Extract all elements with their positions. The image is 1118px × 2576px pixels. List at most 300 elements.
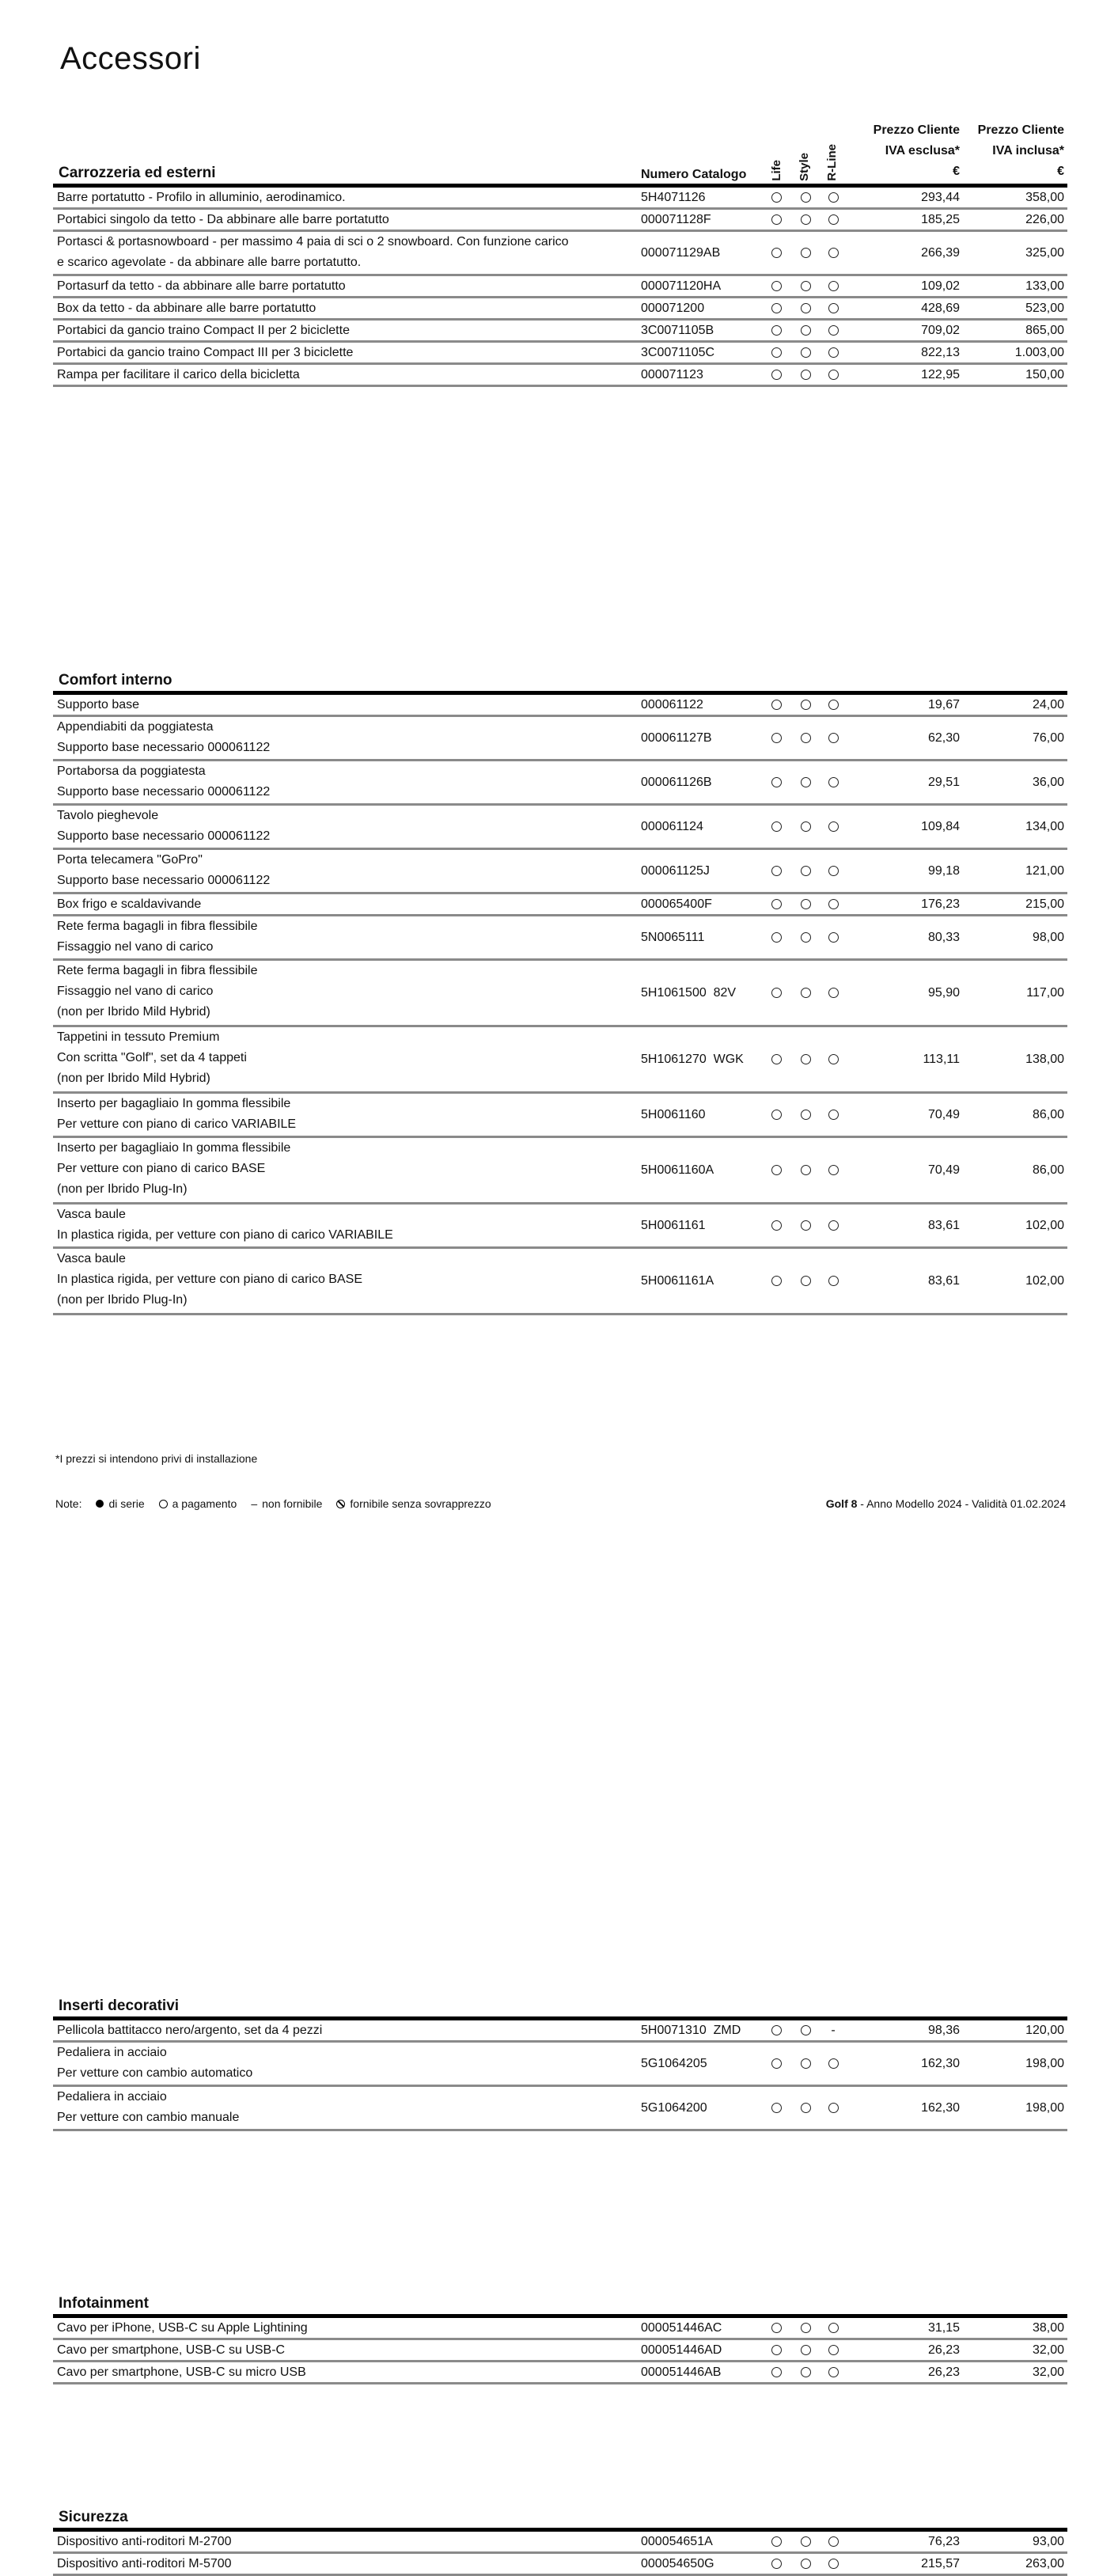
section-title: Comfort interno [59,672,172,689]
open-circle-icon [771,2103,782,2113]
catalog-number: 000061124 [641,819,703,833]
open-circle-icon [771,2323,782,2333]
catalog-number: 000071123 [641,367,703,381]
open-circle-icon [801,733,811,743]
row-description: Pedaliera in acciaio Per vetture con cambio manuale [57,2090,240,2124]
price-excl-vat: 80,33 [927,930,960,944]
life-availability [770,1219,783,1233]
open-circle-icon [828,2536,839,2547]
open-circle-icon [801,214,811,225]
price-incl-vat: 358,00 [1025,190,1064,204]
catalog-number: 5H1061270 WGK [641,1052,744,1066]
open-circle-icon [801,303,811,313]
price-incl-vat: 121,00 [1025,863,1064,878]
life-availability [770,986,783,1000]
price-incl-vat: 32,00 [1032,2343,1064,2357]
open-circle-icon [771,1276,782,1286]
life-availability [770,698,783,712]
price-incl-vat: 133,00 [1025,279,1064,293]
open-circle-icon [828,988,839,998]
section-title: Inserti decorativi [59,1997,180,2014]
rline-availability [827,820,839,834]
rline-availability [827,324,839,338]
price-excl-vat: 95,90 [927,985,960,1000]
open-circle-icon [771,899,782,909]
price-excl-vat: 185,25 [921,212,960,226]
price-excl-vat: 162,30 [921,2056,960,2070]
price-incl-vat: 102,00 [1025,1273,1064,1288]
open-circle-icon [771,303,782,313]
section-carrozzeria-ed-esterni [53,108,1067,387]
open-circle-icon [828,281,839,291]
price-excl-vat: 109,84 [921,819,960,833]
style-availability [799,279,812,294]
catalog-number: 000071128F [641,212,711,226]
table-row [53,1027,1067,1094]
section-title: Carrozzeria ed esterni [59,165,216,181]
row-description: Inserto per bagagliaio In gomma flessibile Per vetture con piano di carico VARIABILE [57,1097,297,1131]
catalog-number: 5H0061161 [641,1218,706,1232]
catalog-number: 5G1064200 [641,2100,707,2115]
table-row [53,806,1067,850]
section-sicurezza [53,2499,1067,2576]
section-infotainment [53,2286,1067,2384]
open-circle-icon [771,281,782,291]
open-circle-icon [828,1110,839,1120]
style-availability [799,931,812,945]
rline-availability [827,2365,839,2380]
legend-not-available: – non fornibile [251,1497,323,1510]
life-availability [770,2057,783,2071]
open-circle-icon [828,1276,839,1286]
life-availability [770,2321,783,2335]
table-row [53,2532,1067,2554]
open-circle-icon [801,988,811,998]
price-excl-vat: 709,02 [921,323,960,337]
section-header [53,108,1067,188]
style-availability [799,2557,812,2571]
price-incl-vat: 98,00 [1032,930,1064,944]
table-row [53,1138,1067,1205]
open-circle-icon [828,2559,839,2569]
table-row [53,210,1067,232]
rline-availability [827,1108,839,1122]
open-circle-icon [828,899,839,909]
rline-availability [827,368,839,382]
rline-availability [827,213,839,227]
row-description: Tappetini in tessuto Premium Con scritta "Golf", set da 4 tappeti (non per Ibrido Mild Hybrid) [57,1030,247,1085]
catalog-number: 5H1061500 82V [641,985,737,1000]
open-circle-icon [801,281,811,291]
life-availability [770,1108,783,1122]
catalog-number: 000071120HA [641,279,722,293]
section-header [53,662,1067,695]
price-excl-vat: 83,61 [927,1273,960,1288]
open-circle-icon [771,1054,782,1064]
model-details: - Anno Modello 2024 - Validità 01.02.2024 [857,1497,1066,1510]
table-row [53,1205,1067,1249]
style-availability [799,731,812,745]
open-circle-icon [828,2367,839,2377]
rline-availability [827,2101,839,2115]
style-availability [799,1053,812,1067]
legend-standard: di serie [96,1497,144,1510]
open-circle-icon [801,2323,811,2333]
open-circle-icon [771,370,782,380]
style-availability [799,698,812,712]
open-circle-icon [828,2323,839,2333]
life-availability [770,2365,783,2380]
life-availability [770,191,783,205]
open-circle-icon [801,325,811,336]
page-title: Accessori [60,41,201,76]
open-circle-icon [771,2536,782,2547]
row-description: Pedaliera in acciaio Per vetture con cambio automatico [57,2046,253,2080]
style-availability [799,2101,812,2115]
catalog-number: 5G1064205 [641,2056,707,2070]
open-circle-icon [801,2058,811,2069]
catalog-number: 000061127B [641,730,712,745]
style-availability [799,191,812,205]
open-circle-icon [771,325,782,336]
column-life: Life [770,160,783,181]
price-incl-vat: 150,00 [1025,367,1064,381]
open-circle-icon [828,777,839,787]
open-circle-icon [801,1165,811,1175]
life-availability [770,213,783,227]
open-circle-icon [771,700,782,710]
catalog-number: 000051446AB [641,2365,722,2379]
open-circle-icon [801,866,811,876]
table-row [53,2087,1067,2131]
open-circle-icon [771,2058,782,2069]
price-incl-vat: 523,00 [1025,301,1064,315]
price-incl-vat: 76,00 [1032,730,1064,745]
open-circle-icon [801,932,811,943]
price-incl-vat: 36,00 [1032,775,1064,789]
open-circle-icon [801,700,811,710]
row-description: Barre portatutto - Profilo in alluminio, aerodinamico. [57,191,346,204]
section-title: Sicurezza [59,2509,128,2525]
table-row [53,276,1067,298]
open-circle-icon [801,248,811,258]
open-circle-icon [771,192,782,203]
open-circle-icon [771,932,782,943]
open-circle-icon [771,988,782,998]
life-availability [770,302,783,316]
table-row [53,343,1067,365]
rline-availability [827,1274,839,1288]
style-availability [799,2024,812,2038]
open-circle-icon [801,899,811,909]
price-incl-vat: 198,00 [1025,2100,1064,2115]
rline-availability [827,864,839,878]
price-excl-vat: 70,49 [927,1163,960,1177]
style-availability [799,2057,812,2071]
open-circle-icon [828,1054,839,1064]
price-incl-vat: 134,00 [1025,819,1064,833]
table-row [53,1249,1067,1315]
section-header [53,2286,1067,2318]
row-description: Vasca baule In plastica rigida, per vetture con piano di carico BASE (non per Ibrido Plug-In) [57,1252,362,1307]
column-price-excl: Prezzo Cliente IVA esclusa* € [873,123,960,178]
style-availability [799,897,812,912]
catalog-number: 000051446AD [641,2343,722,2357]
price-incl-vat: 93,00 [1032,2534,1064,2548]
price-excl-vat: 266,39 [921,245,960,260]
price-incl-vat: 138,00 [1025,1052,1064,1066]
open-circle-icon [828,303,839,313]
open-circle-icon [771,777,782,787]
table-row [53,2318,1067,2340]
open-circle-icon [828,733,839,743]
price-excl-vat: 113,11 [923,1052,960,1066]
catalog-number: 000061122 [641,697,703,711]
life-availability [770,2101,783,2115]
price-incl-vat: 325,00 [1025,245,1064,260]
column-catalog: Numero Catalogo [641,168,747,181]
price-incl-vat: 117,00 [1026,985,1064,1000]
life-availability [770,1163,783,1178]
footnote: *I prezzi si intendono privi di installazione [55,1452,258,1465]
rline-availability [827,302,839,316]
open-circle-icon [828,932,839,943]
page-footer [826,1497,1066,1510]
table-row [53,761,1067,806]
open-circle-icon [828,325,839,336]
rline-availability [827,2057,839,2071]
price-excl-vat: 26,23 [927,2343,960,2357]
rline-availability [827,897,839,912]
rline-availability [827,986,839,1000]
open-circle-icon [801,821,811,832]
price-excl-vat: 109,02 [921,279,960,293]
legend-label: Note: [55,1497,82,1510]
rline-availability [827,2557,839,2571]
life-availability [770,731,783,745]
life-availability [770,931,783,945]
table-row [53,365,1067,387]
row-description: Dispositivo anti-roditori M-2700 [57,2535,232,2548]
rline-availability [827,698,839,712]
row-description: Cavo per iPhone, USB-C su Apple Lightining [57,2321,308,2335]
open-circle-icon [828,192,839,203]
open-circle-icon [801,192,811,203]
open-circle-icon [801,1054,811,1064]
price-excl-vat: 176,23 [921,897,960,911]
open-circle-icon [828,2103,839,2113]
open-circle-icon [828,821,839,832]
catalog-number: 000065400F [641,897,712,911]
price-incl-vat: 86,00 [1032,1107,1064,1121]
open-circle-icon [801,2345,811,2355]
table-row [53,2340,1067,2362]
style-availability [799,2343,812,2358]
catalog-number: 000061125J [641,863,710,878]
open-circle-icon [828,370,839,380]
style-availability [799,368,812,382]
legend-paid: a pagamento [159,1497,237,1510]
table-row [53,695,1067,717]
open-circle-icon [771,1110,782,1120]
open-circle-icon [801,2559,811,2569]
price-excl-vat: 76,23 [927,2534,960,2548]
price-excl-vat: 428,69 [921,301,960,315]
section-inserti-decorativi [53,1988,1067,2131]
rline-availability [827,1163,839,1178]
row-description: Box da tetto - da abbinare alle barre portatutto [57,302,316,315]
catalog-number: 5N0065111 [641,930,705,944]
life-availability [770,346,783,360]
life-availability [770,820,783,834]
rline-availability [827,731,839,745]
row-description: Inserto per bagagliaio In gomma flessibile Per vetture con piano di carico BASE (non per Ibrido Plug-In) [57,1141,291,1196]
open-circle-icon [828,700,839,710]
life-availability [770,897,783,912]
section-header [53,1988,1067,2020]
life-availability [770,2024,783,2038]
open-circle-icon [771,347,782,358]
slashed-circle-icon [336,1500,345,1508]
row-description: Pellicola battitacco nero/argento, set da 4 pezzi [57,2024,323,2037]
rline-availability [827,2343,839,2358]
row-description: Portabici da gancio traino Compact II per 2 biciclette [57,324,350,337]
row-description: Porta telecamera "GoPro" Supporto base necessario 000061122 [57,853,271,887]
price-incl-vat: 226,00 [1025,212,1064,226]
open-circle-icon [801,370,811,380]
catalog-number: 000071200 [641,301,705,315]
open-circle-icon [771,2559,782,2569]
rline-availability [827,346,839,360]
row-description: Cavo per smartphone, USB-C su micro USB [57,2365,306,2379]
open-circle-icon [801,2025,811,2035]
price-incl-vat: 215,00 [1025,897,1064,911]
open-circle-icon [771,214,782,225]
open-circle-icon [801,2367,811,2377]
section-comfort-interno [53,662,1067,1315]
life-availability [770,246,783,260]
life-availability [770,2557,783,2571]
open-circle-icon [771,866,782,876]
price-incl-vat: 263,00 [1025,2556,1064,2570]
open-circle-icon [828,1220,839,1231]
open-circle-icon [801,1220,811,1231]
open-circle-icon [771,1165,782,1175]
rline-availability [827,279,839,294]
life-availability [770,279,783,294]
price-incl-vat: 24,00 [1032,697,1064,711]
price-excl-vat: 26,23 [927,2365,960,2379]
row-description: Portasurf da tetto - da abbinare alle barre portatutto [57,279,346,293]
table-row [53,2362,1067,2384]
life-availability [770,1274,783,1288]
life-availability [770,1053,783,1067]
row-description: Box frigo e scaldavivande [57,897,202,911]
open-circle-icon [828,2058,839,2069]
price-excl-vat: 19,67 [927,697,960,711]
column-style: Style [798,153,811,181]
open-circle-icon [828,2345,839,2355]
catalog-number: 5H0071310 ZMD [641,2023,741,2037]
price-excl-vat: 162,30 [921,2100,960,2115]
row-description: Portasci & portasnowboard - per massimo 4 paia di sci o 2 snowboard. Con funzione carico e scarico agevolate - da abbinare alle barre portatutto. [57,235,569,269]
price-excl-vat: 83,61 [927,1218,960,1232]
rline-availability [827,191,839,205]
catalog-number: 000051446AC [641,2320,722,2335]
price-excl-vat: 98,36 [927,2023,960,2037]
open-circle-icon [771,2367,782,2377]
price-incl-vat: 32,00 [1032,2365,1064,2379]
table-row [53,894,1067,916]
table-row [53,850,1067,894]
filled-circle-icon [96,1500,104,1508]
life-availability [770,776,783,790]
open-circle-icon [828,347,839,358]
style-availability [799,1219,812,1233]
row-description: Tavolo pieghevole Supporto base necessario 000061122 [57,809,271,843]
row-description: Dispositivo anti-roditori M-5700 [57,2557,232,2570]
price-excl-vat: 215,57 [921,2556,960,2570]
table-row [53,321,1067,343]
table-row [53,2043,1067,2087]
price-excl-vat: 293,44 [921,190,960,204]
life-availability [770,2535,783,2549]
price-excl-vat: 62,30 [927,730,960,745]
table-row [53,298,1067,321]
open-circle-icon [828,248,839,258]
catalog-number: 000054651A [641,2534,713,2548]
rline-availability [827,2321,839,2335]
section-header [53,2499,1067,2532]
table-row [53,232,1067,276]
style-availability [799,986,812,1000]
column-price-incl: Prezzo Cliente IVA inclusa* € [977,123,1064,178]
price-excl-vat: 29,51 [927,775,960,789]
catalog-number: 3C0071105C [641,345,715,359]
price-incl-vat: 86,00 [1032,1163,1064,1177]
section-title: Infotainment [59,2295,149,2312]
open-circle-icon [771,1220,782,1231]
style-availability [799,864,812,878]
open-circle-icon [771,2025,782,2035]
row-description: Supporto base [57,698,140,711]
rline-availability [827,931,839,945]
price-excl-vat: 99,18 [927,863,960,878]
open-circle-icon [828,1165,839,1175]
row-description: Rampa per facilitare il carico della bicicletta [57,368,300,381]
table-row [53,2020,1067,2043]
open-circle-icon [159,1500,168,1508]
open-circle-icon [801,347,811,358]
life-availability [770,368,783,382]
open-circle-icon [801,2536,811,2547]
price-incl-vat: 102,00 [1025,1218,1064,1232]
style-availability [799,1108,812,1122]
table-row [53,916,1067,961]
legend [55,1497,491,1510]
style-availability [799,246,812,260]
table-row [53,961,1067,1027]
row-description: Portabici da gancio traino Compact III per 3 biciclette [57,346,354,359]
style-availability [799,820,812,834]
style-availability [799,1274,812,1288]
rline-availability [827,2535,839,2549]
price-incl-vat: 1.003,00 [1014,345,1064,359]
open-circle-icon [801,1276,811,1286]
rline-availability [827,776,839,790]
open-circle-icon [771,2345,782,2355]
catalog-number: 000061126B [641,775,712,789]
